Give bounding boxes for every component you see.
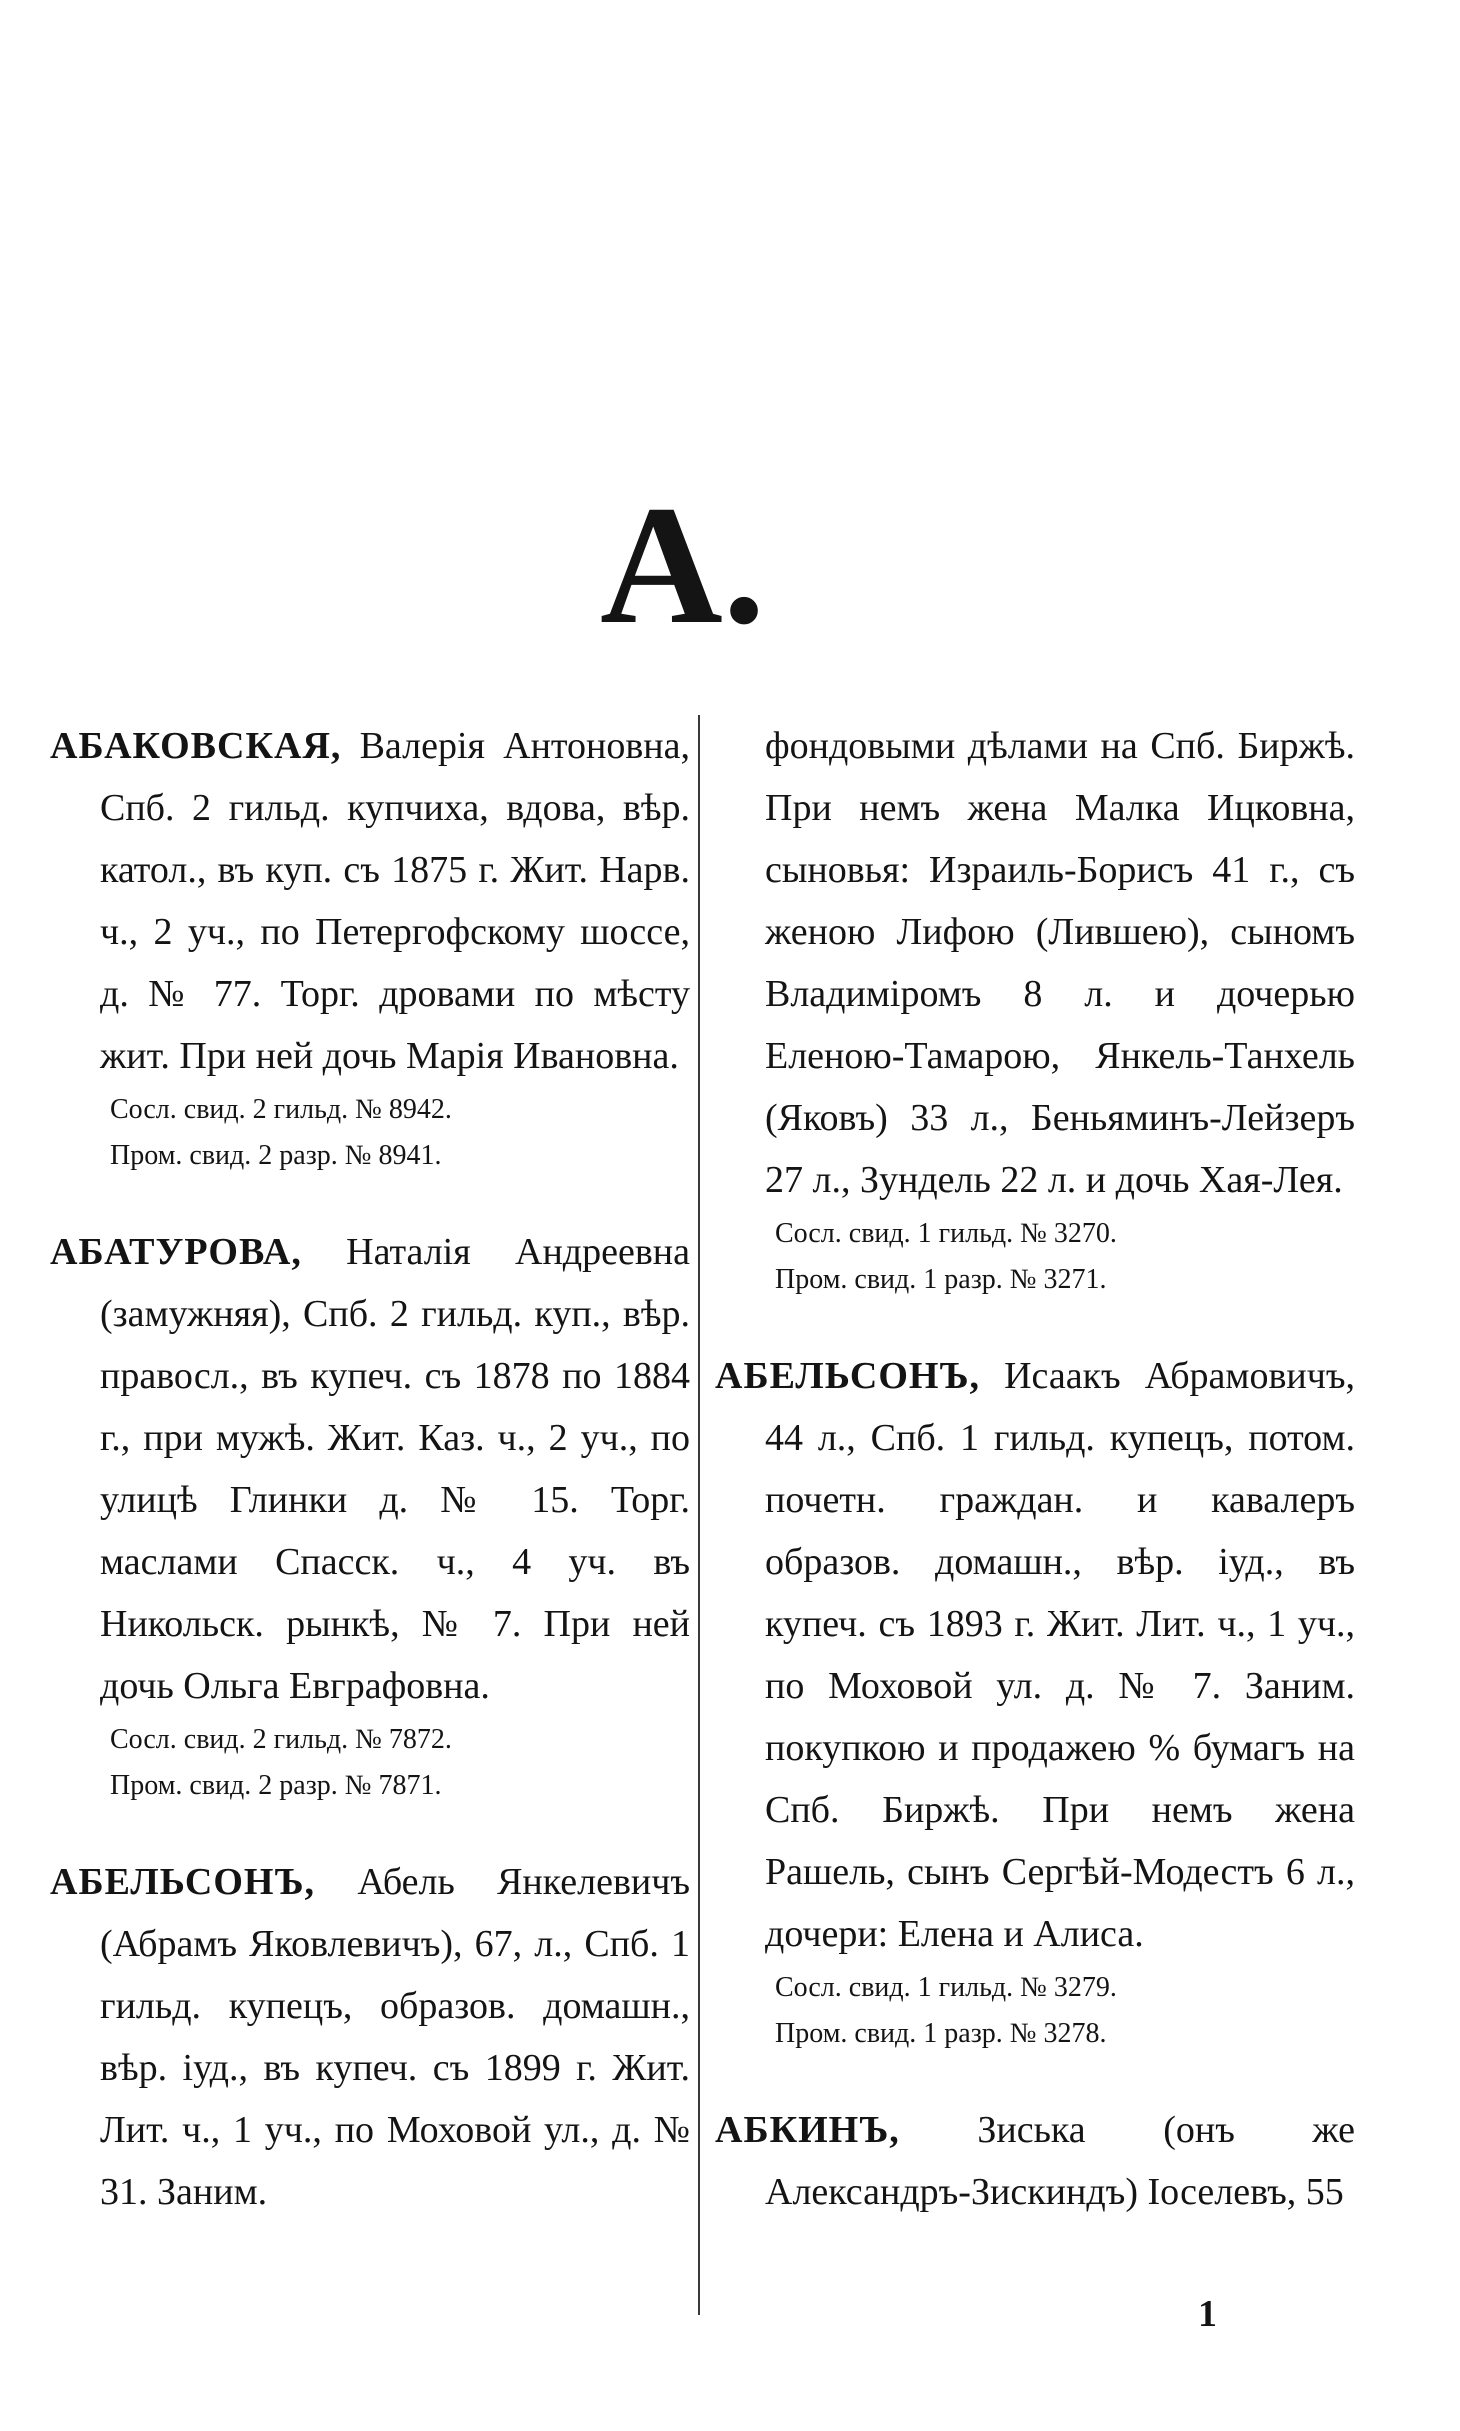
entry-continuation <box>715 715 1355 1303</box>
right-column <box>715 715 1355 2265</box>
entry-abelson-isaak <box>715 1345 1355 2057</box>
entry-text: Наталія Андреевна (замужняя), Спб. 2 гильд. куп., вѣр. правосл., въ купеч. съ 1878 по 1884 г., при мужѣ. Жит. Каз. ч., 2 уч., по улицѣ Глинки д. № 15. Торг. маслами Спасск. ч., 4 уч. въ Никольск. рынкѣ, № 7. При ней дочь Ольга Евграфовна. <box>100 1231 690 1707</box>
entry-surname: АБЕЛЬСОНЪ, <box>715 1355 981 1397</box>
entry-abaturova <box>50 1221 690 1809</box>
entry-surname: АБКИНЪ, <box>715 2109 900 2151</box>
entry-note: Сосл. свид. 1 гильд. № 3279. <box>775 1972 1117 2003</box>
entry-text: фондовыми дѣлами на Спб. Биржѣ. При немъ жена Малка Ицковна, сыновья: Израиль-Борисъ 41 г., съ женою Лифою (Лившею), сыномъ Владиміромъ 8 л. и дочерью Еленою-Тамарою, Янкель-Танхель (Яковъ) 33 л., Беньяминъ-Лейзеръ 27 л., Зундель 22 л. и дочь Хая-Лея. <box>765 725 1355 1201</box>
entry-note: Пром. свид. 2 разр. № 8941. <box>110 1140 442 1171</box>
entry-note: Сосл. свид. 1 гильд. № 3270. <box>775 1218 1117 1249</box>
entry-surname: АБАТУРОВА, <box>50 1231 302 1273</box>
entry-text: Абель Янкелевичъ (Абрамъ Яковлевичъ), 67, л., Спб. 1 гильд. купецъ, образов. домашн., вѣр. іуд., въ купеч. съ 1899 г. Жит. Лит. ч., 1 уч., по Моховой ул., д. № 31. Заним. <box>100 1861 691 2213</box>
entry-note: Сосл. свид. 2 гильд. № 7872. <box>110 1724 452 1755</box>
entry-abakovskaya <box>50 715 690 1179</box>
left-column <box>50 715 690 2265</box>
entry-surname: АБЕЛЬСОНЪ, <box>50 1861 316 1903</box>
entry-surname: АБАКОВСКАЯ, <box>50 725 342 767</box>
section-letter-heading: А. <box>600 471 766 659</box>
entry-text: Зиська (онъ же Александръ-Зискиндъ) Іоселевъ, 55 <box>765 2109 1355 2213</box>
entry-note: Пром. свид. 1 разр. № 3278. <box>775 2018 1107 2049</box>
entry-note: Пром. свид. 2 разр. № 7871. <box>110 1770 442 1801</box>
entry-text: Валерія Антоновна, Спб. 2 гильд. купчиха, вдова, вѣр. катол., въ куп. съ 1875 г. Жит. Нарв. ч., 2 уч., по Петергофскому шоссе, д. № 77. Торг. дровами по мѣсту жит. При ней дочь Марія Ивановна. <box>100 725 690 1077</box>
entry-abkin <box>715 2099 1355 2223</box>
entry-note: Пром. свид. 1 разр. № 3271. <box>775 1264 1107 1295</box>
entry-abelson-abel <box>50 1851 690 2223</box>
entry-note: Сосл. свид. 2 гильд. № 8942. <box>110 1094 452 1125</box>
page-number: 1 <box>1198 2293 1217 2335</box>
entry-text: Исаакъ Абрамовичъ, 44 л., Спб. 1 гильд. купецъ, потом. почетн. граждан. и кавалеръ образов. домашн., вѣр. іуд., въ купеч. съ 1893 г. Жит. Лит. ч., 1 уч., по Моховой ул. д. № 7. Заним. покупкою и продажею % бумагъ на Спб. Биржѣ. При немъ жена Рашель, сынъ Сергѣй-Модестъ 6 л., дочери: Елена и Алиса. <box>765 1355 1355 1955</box>
column-divider <box>698 715 700 2315</box>
